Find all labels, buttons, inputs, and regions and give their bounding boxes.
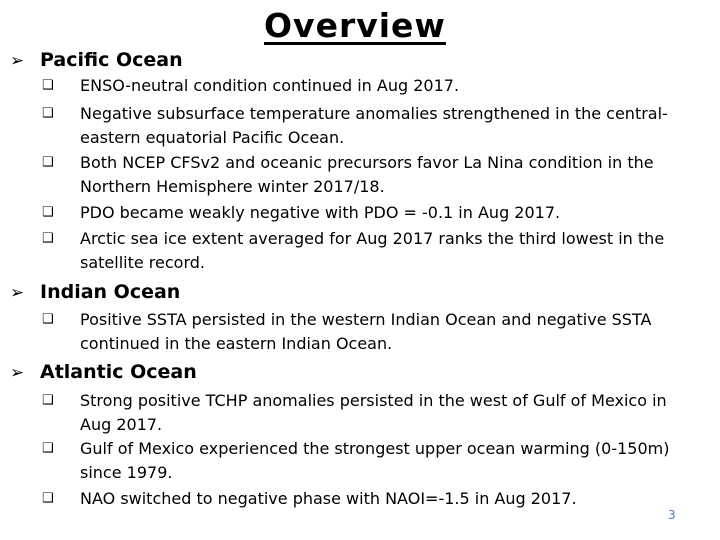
arrow-bullet-icon: ➢ bbox=[10, 51, 25, 71]
list-item: ❑ PDO became weakly negative with PDO = -0.1 in Aug 2017. bbox=[42, 201, 702, 225]
checkbox-bullet-icon: ❑ bbox=[42, 106, 54, 121]
checkbox-bullet-icon: ❑ bbox=[42, 393, 54, 408]
list-item: ❑ Gulf of Mexico experienced the strongest upper ocean warming (0-150m) since 1979. bbox=[42, 439, 670, 482]
section-heading-pacific: ➢ Pacific Ocean bbox=[10, 49, 183, 71]
checkbox-bullet-icon: ❑ bbox=[42, 491, 54, 506]
section-heading-atlantic: ➢ Atlantic Ocean bbox=[10, 361, 197, 383]
page-number: 3 bbox=[668, 508, 676, 522]
list-item: ❑ Both NCEP CFSv2 and oceanic precursors favor La Nina condition in the Northern Hemisphere winter 2017/18. bbox=[42, 153, 654, 196]
checkbox-bullet-icon: ❑ bbox=[42, 441, 54, 456]
list-item: ❑ Strong positive TCHP anomalies persisted in the west of Gulf of Mexico in Aug 2017. bbox=[42, 391, 667, 434]
checkbox-bullet-icon: ❑ bbox=[42, 231, 54, 246]
checkbox-bullet-icon: ❑ bbox=[42, 312, 54, 327]
checkbox-bullet-icon: ❑ bbox=[42, 205, 54, 220]
checkbox-bullet-icon: ❑ bbox=[42, 155, 54, 170]
list-item: ❑ Positive SSTA persisted in the western Indian Ocean and negative SSTA continued in the eastern Indian Ocean. bbox=[42, 310, 652, 353]
arrow-bullet-icon: ➢ bbox=[10, 363, 25, 383]
page-title: Overview bbox=[264, 6, 446, 45]
list-item: ❑ Negative subsurface temperature anomalies strengthened in the central-eastern equatorial Pacific Ocean. bbox=[42, 104, 668, 147]
list-item: ❑ Arctic sea ice extent averaged for Aug 2017 ranks the third lowest in the satellite record. bbox=[42, 229, 665, 272]
checkbox-bullet-icon: ❑ bbox=[42, 78, 54, 93]
section-heading-indian: ➢ Indian Ocean bbox=[10, 281, 181, 303]
list-item: ❑ ENSO-neutral condition continued in Aug 2017. bbox=[42, 74, 702, 98]
list-item: ❑ NAO switched to negative phase with NAOI=-1.5 in Aug 2017. bbox=[42, 487, 702, 511]
arrow-bullet-icon: ➢ bbox=[10, 283, 25, 303]
